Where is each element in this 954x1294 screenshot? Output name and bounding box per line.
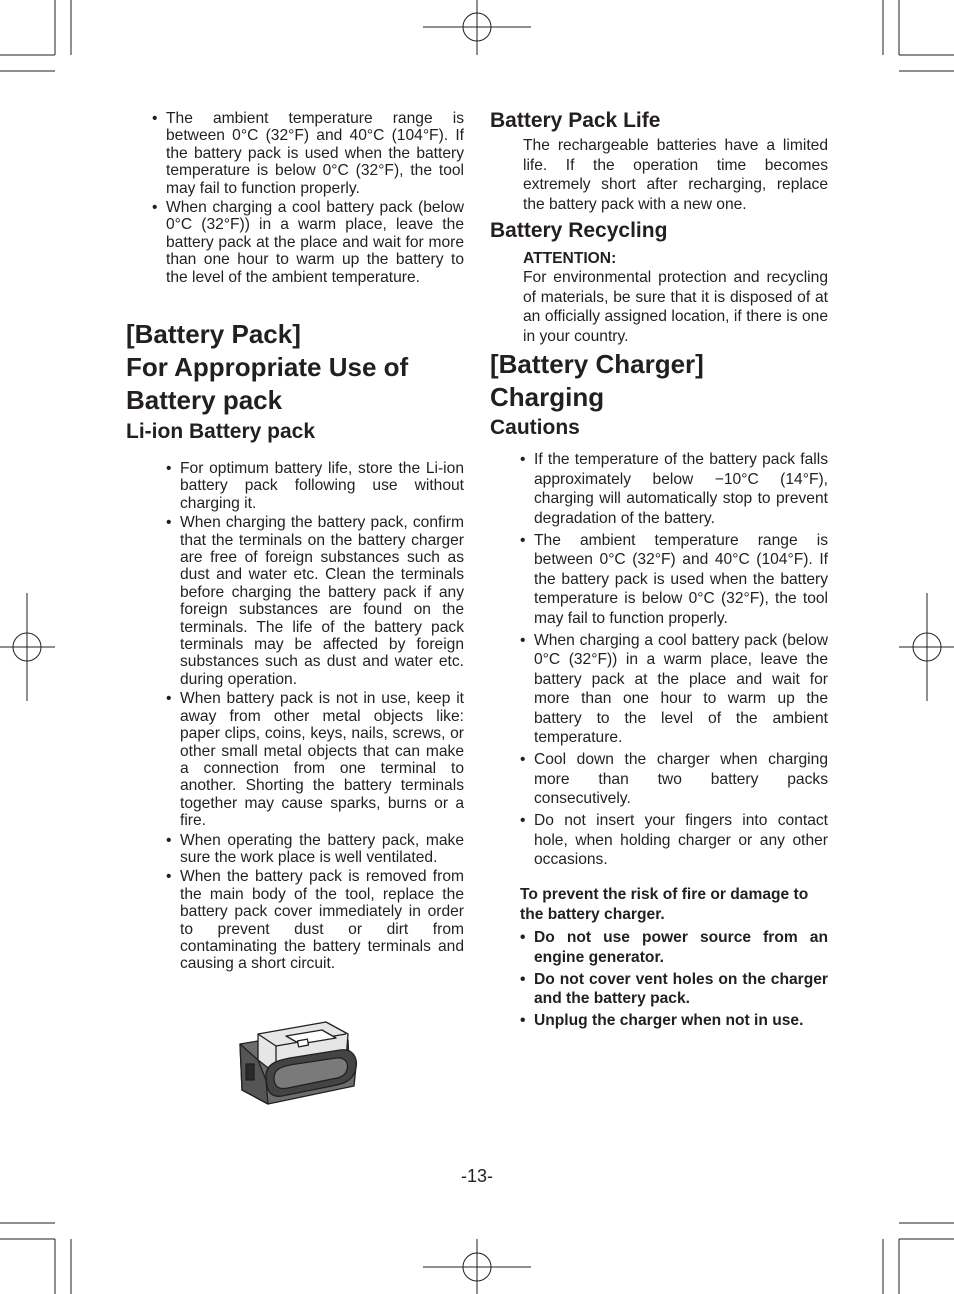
list-item: • The ambient temperature range is between 0°C (32°F) and 40°C (104°F). If the battery pack is used when the battery temperature is below 0°C (32°F), the tool may fail to function properly. xyxy=(520,531,828,629)
cautions-list xyxy=(520,450,828,872)
liion-subtitle: Li-ion Battery pack xyxy=(126,420,316,443)
list-item: • If the temperature of the battery pack falls approximately below −10°C (14°F), charging will automatically stop to prevent degradation of the battery. xyxy=(520,450,828,528)
registration-target-top xyxy=(423,0,531,55)
page-number: -13- xyxy=(460,1166,493,1186)
section-title-line-2: Charging xyxy=(490,382,605,412)
list-item: • Do not cover vent holes on the charger and the battery pack. xyxy=(520,970,828,1009)
list-item: • When the battery pack is removed from the main body of the tool, replace the battery pack cover immediately in order to prevent dust or dirt from contaminating the battery terminals and causing a short circuit. xyxy=(166,868,464,972)
list-item: • When battery pack is not in use, keep it away from other metal objects like: paper clips, coins, keys, nails, screws, or other small metal objects that can make a connection from one terminal to another. Shorting the battery terminals together may cause sparks, burns or a fire. xyxy=(166,690,464,829)
fire-damage-warning: To prevent the risk of fire or damage to the battery charger. xyxy=(520,886,809,923)
registration-target-right xyxy=(899,593,954,701)
list-item: • The ambient temperature range is between 0°C (32°F) and 40°C (104°F). If the battery pack is used when the battery temperature is below 0°C (32°F), the tool may fail to function properly. xyxy=(152,110,464,197)
attention-label: ATTENTION: xyxy=(523,250,617,267)
battery-recycling-heading: Battery Recycling xyxy=(490,219,668,242)
section-title-line-2: For Appropriate Use of xyxy=(126,352,409,382)
section-title-line-3: Battery pack xyxy=(126,385,283,415)
registration-target-bottom xyxy=(423,1239,531,1294)
section-title: [Battery Pack] xyxy=(126,319,301,349)
list-item: • When charging a cool battery pack (below 0°C (32°F)) in a warm place, leave the battery pack at the place and wait for more than one hour to warm up the battery to the level of the ambient temperature. xyxy=(520,631,828,748)
liion-usage-list xyxy=(166,460,464,975)
list-item: • Do not insert your fingers into contact hole, when holding charger or any other occasions. xyxy=(520,811,828,870)
list-item: • When operating the battery pack, make sure the work place is well ventilated. xyxy=(166,832,464,867)
registration-target-left xyxy=(0,593,55,701)
battery-life-text: The rechargeable batteries have a limited life. If the operation time becomes extremely short after recharging, replace the battery pack with a new one. xyxy=(523,137,828,213)
ambient-temperature-list xyxy=(152,110,464,288)
battery-pack-illustration xyxy=(236,1020,364,1106)
section-title: [Battery Charger] xyxy=(490,349,704,379)
list-item: • Unplug the charger when not in use. xyxy=(520,1011,828,1031)
battery-pack-title xyxy=(126,318,464,445)
charger-warning-list xyxy=(520,928,828,1033)
battery-life-heading: Battery Pack Life xyxy=(490,109,661,132)
recycling-text: For environmental protection and recycling of materials, be sure that it is disposed of at an officially assigned location, if there is one in your country. xyxy=(523,269,828,345)
cautions-heading: Cautions xyxy=(490,416,580,439)
list-item: • When charging the battery pack, confirm that the terminals on the battery charger are free of foreign substances such as dust and water etc. Clean the terminals before charging the battery pack if any foreign substances are found on the terminals. The life of the battery pack terminals may be affected by foreign substances such as dust and water etc. during operation. xyxy=(166,514,464,688)
list-item: • Cool down the charger when charging more than two battery packs consecutively. xyxy=(520,750,828,809)
list-item: • Do not use power source from an engine generator. xyxy=(520,928,828,967)
list-item: • When charging a cool battery pack (below 0°C (32°F)) in a warm place, leave the battery pack at the place and wait for more than one hour to warm up the battery to the level of the ambient temperature. xyxy=(152,199,464,286)
battery-charger-title xyxy=(490,348,828,441)
list-item: • For optimum battery life, store the Li-ion battery pack following use without charging it. xyxy=(166,460,464,512)
